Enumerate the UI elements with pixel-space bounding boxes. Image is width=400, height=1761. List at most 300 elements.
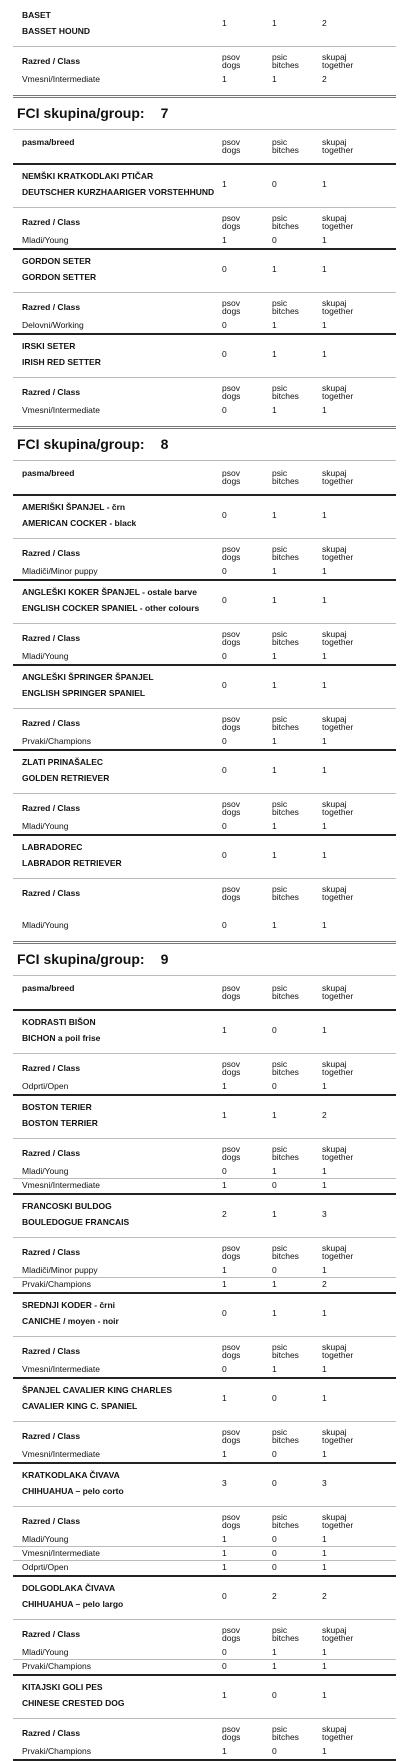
col-bitches-en: bitches bbox=[272, 637, 299, 647]
col-bitches-en: bitches bbox=[272, 1732, 299, 1742]
col-bitches-en: bitches bbox=[272, 892, 299, 902]
col-dogs-en: dogs bbox=[222, 1435, 241, 1445]
breed-name-en: BASSET HOUND bbox=[22, 26, 91, 36]
breed-together-count: 1 bbox=[322, 1308, 327, 1318]
class-together-count: 1 bbox=[322, 821, 327, 831]
breed-bitches-count: 0 bbox=[272, 1690, 277, 1700]
col-dogs-en: dogs bbox=[222, 391, 241, 401]
breed-name-en: LABRADOR RETRIEVER bbox=[22, 858, 122, 868]
class-column-label: Razred / Class bbox=[22, 548, 81, 558]
breed-row bbox=[0, 749, 400, 793]
col-bitches-sl: psic bbox=[272, 468, 288, 478]
breed-name-en: CHINESE CRESTED DOG bbox=[22, 1698, 125, 1708]
breed-name-en: AMERICAN COCKER - black bbox=[22, 518, 137, 528]
group-title bbox=[17, 951, 168, 967]
col-bitches-sl: psic bbox=[272, 213, 288, 223]
breed-row bbox=[0, 834, 400, 878]
col-bitches-en: bitches bbox=[272, 476, 299, 486]
class-header bbox=[0, 46, 400, 72]
class-bitches-count: 0 bbox=[272, 235, 277, 245]
breed-row bbox=[0, 664, 400, 708]
class-bitches-count: 0 bbox=[272, 1562, 277, 1572]
class-name: Vmesni/Intermediate bbox=[22, 1180, 100, 1190]
class-bitches-count: 1 bbox=[272, 821, 277, 831]
col-together-en: together bbox=[322, 1152, 354, 1162]
col-bitches-en: bitches bbox=[272, 1251, 299, 1261]
class-bitches-count: 0 bbox=[272, 1548, 277, 1558]
col-dogs-sl: psov bbox=[222, 714, 240, 724]
breed-together-count: 2 bbox=[322, 18, 327, 28]
class-dogs-count: 0 bbox=[222, 651, 227, 661]
breed-together-count: 3 bbox=[322, 1478, 327, 1488]
class-dogs-count: 1 bbox=[222, 74, 227, 84]
breed-row bbox=[0, 1674, 400, 1718]
breed-name-sl: SREDNJI KODER - črni bbox=[22, 1300, 116, 1310]
col-dogs-en: dogs bbox=[222, 637, 241, 647]
class-together-count: 1 bbox=[322, 1661, 327, 1671]
col-bitches-sl: psic bbox=[272, 1427, 288, 1437]
class-bitches-count: 0 bbox=[272, 1534, 277, 1544]
class-row bbox=[0, 72, 400, 86]
col-together-sl: skupaj bbox=[322, 629, 347, 639]
col-together-en: together bbox=[322, 1251, 354, 1261]
col-together-en: together bbox=[322, 60, 354, 70]
col-bitches-en: bitches bbox=[272, 807, 299, 817]
breed-column-label: pasma/breed bbox=[22, 983, 75, 993]
breed-dogs-count: 1 bbox=[222, 1110, 227, 1120]
col-dogs-sl: psov bbox=[222, 52, 240, 62]
class-row bbox=[0, 1079, 400, 1093]
breed-name-sl: ZLATI PRINAŠALEC bbox=[22, 757, 104, 767]
col-bitches-en: bitches bbox=[272, 145, 299, 155]
col-together-en: together bbox=[322, 892, 354, 902]
breed-name-sl: AMERIŠKI ŠPANJEL - črn bbox=[22, 502, 126, 512]
col-bitches-sl: psic bbox=[272, 799, 288, 809]
breed-row bbox=[0, 1094, 400, 1138]
breed-dogs-count: 0 bbox=[222, 595, 227, 605]
group-number: 9 bbox=[160, 951, 169, 967]
col-bitches-sl: psic bbox=[272, 52, 288, 62]
breed-name-sl: BASET bbox=[22, 10, 51, 20]
breed-bitches-count: 1 bbox=[272, 264, 277, 274]
class-name: Mladi/Young bbox=[22, 1166, 69, 1176]
col-dogs-en: dogs bbox=[222, 221, 241, 231]
col-bitches-sl: psic bbox=[272, 137, 288, 147]
breed-row bbox=[0, 579, 400, 623]
breed-name-en: CHIHUAHUA – pelo largo bbox=[22, 1599, 124, 1609]
class-bitches-count: 1 bbox=[272, 1364, 277, 1374]
breed-name-sl: IRSKI SETER bbox=[22, 341, 76, 351]
col-together-sl: skupaj bbox=[322, 213, 347, 223]
col-dogs-en: dogs bbox=[222, 1152, 241, 1162]
class-name: Mladi/Young bbox=[22, 235, 69, 245]
class-row bbox=[0, 1362, 400, 1376]
col-together-sl: skupaj bbox=[322, 1144, 347, 1154]
col-together-en: together bbox=[322, 1350, 354, 1360]
col-bitches-en: bitches bbox=[272, 1067, 299, 1077]
col-bitches-sl: psic bbox=[272, 1724, 288, 1734]
class-name: Vmesni/Intermediate bbox=[22, 405, 100, 415]
class-row bbox=[0, 918, 400, 932]
breed-dogs-count: 1 bbox=[222, 1025, 227, 1035]
class-column-label: Razred / Class bbox=[22, 718, 81, 728]
class-bitches-count: 0 bbox=[272, 1746, 277, 1756]
col-together-sl: skupaj bbox=[322, 1059, 347, 1069]
breed-dogs-count: 1 bbox=[222, 179, 227, 189]
col-bitches-en: bitches bbox=[272, 221, 299, 231]
col-together-sl: skupaj bbox=[322, 983, 347, 993]
class-column-label: Razred / Class bbox=[22, 1346, 81, 1356]
class-bitches-count: 0 bbox=[272, 1449, 277, 1459]
class-name: Mladi/Young bbox=[22, 821, 69, 831]
col-dogs-en: dogs bbox=[222, 1251, 241, 1261]
col-bitches-en: bitches bbox=[272, 306, 299, 316]
col-together-sl: skupaj bbox=[322, 1625, 347, 1635]
col-bitches-en: bitches bbox=[272, 722, 299, 732]
separator-line bbox=[13, 426, 396, 429]
class-header bbox=[0, 207, 400, 233]
breed-column-label: pasma/breed bbox=[22, 468, 75, 478]
breed-together-count: 1 bbox=[322, 765, 327, 775]
class-together-count: 2 bbox=[322, 1279, 327, 1289]
breed-row bbox=[0, 494, 400, 538]
col-bitches-en: bitches bbox=[272, 1152, 299, 1162]
col-dogs-sl: psov bbox=[222, 1144, 240, 1154]
class-together-count: 1 bbox=[322, 1548, 327, 1558]
class-column-label: Razred / Class bbox=[22, 803, 81, 813]
class-header bbox=[0, 1053, 400, 1079]
breed-bitches-count: 1 bbox=[272, 349, 277, 359]
breed-bitches-count: 0 bbox=[272, 1478, 277, 1488]
breed-bitches-count: 1 bbox=[272, 510, 277, 520]
class-name: Vmesni/Intermediate bbox=[22, 74, 100, 84]
col-dogs-en: dogs bbox=[222, 722, 241, 732]
col-together-en: together bbox=[322, 552, 354, 562]
breed-name-sl: NEMŠKI KRATKODLAKI PTIČAR bbox=[22, 171, 154, 181]
class-bitches-count: 0 bbox=[272, 1180, 277, 1190]
class-name: Mladi/Young bbox=[22, 1647, 69, 1657]
class-dogs-count: 1 bbox=[222, 1180, 227, 1190]
col-together-sl: skupaj bbox=[322, 137, 347, 147]
col-dogs-en: dogs bbox=[222, 807, 241, 817]
col-bitches-en: bitches bbox=[272, 991, 299, 1001]
class-header bbox=[0, 292, 400, 318]
breed-together-count: 1 bbox=[322, 179, 327, 189]
breed-dogs-count: 2 bbox=[222, 1209, 227, 1219]
breed-column-header bbox=[0, 129, 400, 163]
col-dogs-en: dogs bbox=[222, 145, 241, 155]
class-header bbox=[0, 878, 400, 918]
class-column-label: Razred / Class bbox=[22, 888, 81, 898]
class-together-count: 1 bbox=[322, 1180, 327, 1190]
class-header bbox=[0, 793, 400, 819]
breed-together-count: 3 bbox=[322, 1209, 327, 1219]
class-together-count: 1 bbox=[322, 1534, 327, 1544]
col-together-sl: skupaj bbox=[322, 1724, 347, 1734]
col-dogs-en: dogs bbox=[222, 60, 241, 70]
class-bitches-count: 1 bbox=[272, 920, 277, 930]
col-dogs-sl: psov bbox=[222, 544, 240, 554]
class-row bbox=[0, 1560, 400, 1574]
class-name: Delovni/Working bbox=[22, 320, 84, 330]
col-together-en: together bbox=[322, 1732, 354, 1742]
col-together-sl: skupaj bbox=[322, 1243, 347, 1253]
col-together-en: together bbox=[322, 145, 354, 155]
breed-bitches-count: 1 bbox=[272, 1308, 277, 1318]
col-together-en: together bbox=[322, 1067, 354, 1077]
col-dogs-sl: psov bbox=[222, 468, 240, 478]
col-dogs-sl: psov bbox=[222, 383, 240, 393]
class-together-count: 1 bbox=[322, 1081, 327, 1091]
col-together-sl: skupaj bbox=[322, 1427, 347, 1437]
group-title-label: FCI skupina/group: bbox=[17, 436, 145, 452]
col-bitches-en: bitches bbox=[272, 552, 299, 562]
class-bitches-count: 0 bbox=[272, 1081, 277, 1091]
col-together-en: together bbox=[322, 1520, 354, 1530]
class-row bbox=[0, 1447, 400, 1461]
col-bitches-sl: psic bbox=[272, 983, 288, 993]
class-column-label: Razred / Class bbox=[22, 302, 81, 312]
breed-name-sl: FRANCOSKI BULDOG bbox=[22, 1201, 112, 1211]
group-header bbox=[0, 434, 400, 456]
col-dogs-en: dogs bbox=[222, 1520, 241, 1530]
col-together-en: together bbox=[322, 637, 354, 647]
class-bitches-count: 1 bbox=[272, 74, 277, 84]
class-row bbox=[0, 318, 400, 332]
class-header bbox=[0, 708, 400, 734]
class-together-count: 1 bbox=[322, 1449, 327, 1459]
separator-line bbox=[13, 95, 396, 98]
col-dogs-en: dogs bbox=[222, 1067, 241, 1077]
class-dogs-count: 1 bbox=[222, 1746, 227, 1756]
class-together-count: 1 bbox=[322, 1364, 327, 1374]
class-name: Mladiči/Minor puppy bbox=[22, 1265, 98, 1275]
class-dogs-count: 1 bbox=[222, 1449, 227, 1459]
col-together-en: together bbox=[322, 1633, 354, 1643]
breed-together-count: 1 bbox=[322, 510, 327, 520]
col-together-en: together bbox=[322, 391, 354, 401]
col-dogs-en: dogs bbox=[222, 1633, 241, 1643]
breed-name-en: CHIHUAHUA – pelo corto bbox=[22, 1486, 124, 1496]
breed-name-en: BOSTON TERRIER bbox=[22, 1118, 98, 1128]
breed-together-count: 1 bbox=[322, 595, 327, 605]
breed-row bbox=[0, 248, 400, 292]
class-dogs-count: 1 bbox=[222, 1534, 227, 1544]
class-header bbox=[0, 1718, 400, 1744]
col-together-en: together bbox=[322, 807, 354, 817]
class-dogs-count: 1 bbox=[222, 235, 227, 245]
class-together-count: 1 bbox=[322, 1746, 327, 1756]
breed-together-count: 1 bbox=[322, 1690, 327, 1700]
breed-name-sl: ŠPANJEL CAVALIER KING CHARLES bbox=[22, 1385, 173, 1395]
breed-row bbox=[0, 1462, 400, 1506]
class-bitches-count: 1 bbox=[272, 1279, 277, 1289]
class-row bbox=[0, 233, 400, 247]
breed-row bbox=[0, 333, 400, 377]
breed-bitches-count: 1 bbox=[272, 1110, 277, 1120]
breed-row bbox=[0, 1575, 400, 1619]
class-name: Prvaki/Champions bbox=[22, 1746, 91, 1756]
col-dogs-sl: psov bbox=[222, 1059, 240, 1069]
class-name: Vmesni/Intermediate bbox=[22, 1548, 100, 1558]
breed-together-count: 2 bbox=[322, 1591, 327, 1601]
col-dogs-sl: psov bbox=[222, 1625, 240, 1635]
breed-name-sl: KRATKODLAKA ČIVAVA bbox=[22, 1470, 120, 1480]
breed-bitches-count: 0 bbox=[272, 1025, 277, 1035]
breed-bitches-count: 0 bbox=[272, 179, 277, 189]
class-together-count: 1 bbox=[322, 1647, 327, 1657]
breed-name-sl: ANGLEŠKI KOKER ŠPANJEL - ostale barve bbox=[22, 587, 197, 597]
class-together-count: 1 bbox=[322, 320, 327, 330]
class-name: Odprti/Open bbox=[22, 1562, 69, 1572]
group-header bbox=[0, 103, 400, 125]
col-together-en: together bbox=[322, 991, 354, 1001]
class-dogs-count: 1 bbox=[222, 1081, 227, 1091]
breed-dogs-count: 0 bbox=[222, 850, 227, 860]
class-header bbox=[0, 1336, 400, 1362]
class-name: Mladiči/Minor puppy bbox=[22, 566, 98, 576]
class-bitches-count: 0 bbox=[272, 1265, 277, 1275]
breed-name-sl: GORDON SETER bbox=[22, 256, 91, 266]
col-bitches-sl: psic bbox=[272, 714, 288, 724]
breed-name-sl: BOSTON TERIER bbox=[22, 1102, 92, 1112]
col-together-sl: skupaj bbox=[322, 298, 347, 308]
class-name: Mladi/Young bbox=[22, 920, 69, 930]
class-column-label: Razred / Class bbox=[22, 1247, 81, 1257]
breed-dogs-count: 0 bbox=[222, 680, 227, 690]
breed-name-sl: ANGLEŠKI ŠPRINGER ŠPANJEL bbox=[22, 672, 154, 682]
breed-name-en: ENGLISH SPRINGER SPANIEL bbox=[22, 688, 146, 698]
class-row bbox=[0, 734, 400, 748]
breed-row bbox=[0, 163, 400, 207]
col-dogs-en: dogs bbox=[222, 991, 241, 1001]
class-name: Prvaki/Champions bbox=[22, 1279, 91, 1289]
class-together-count: 1 bbox=[322, 235, 327, 245]
class-bitches-count: 1 bbox=[272, 1661, 277, 1671]
col-dogs-sl: psov bbox=[222, 983, 240, 993]
col-bitches-sl: psic bbox=[272, 1342, 288, 1352]
breed-name-en: ENGLISH COCKER SPANIEL - other colours bbox=[22, 603, 200, 613]
class-dogs-count: 0 bbox=[222, 1364, 227, 1374]
col-dogs-en: dogs bbox=[222, 306, 241, 316]
breed-dogs-count: 0 bbox=[222, 765, 227, 775]
group-number: 8 bbox=[160, 436, 169, 452]
class-together-count: 1 bbox=[322, 405, 327, 415]
col-together-en: together bbox=[322, 722, 354, 732]
class-name: Mladi/Young bbox=[22, 1534, 69, 1544]
class-column-label: Razred / Class bbox=[22, 633, 81, 643]
breed-together-count: 1 bbox=[322, 349, 327, 359]
group-title-label: FCI skupina/group: bbox=[17, 105, 145, 121]
class-row bbox=[0, 403, 400, 417]
col-together-sl: skupaj bbox=[322, 799, 347, 809]
class-column-label: Razred / Class bbox=[22, 1629, 81, 1639]
breed-dogs-count: 0 bbox=[222, 264, 227, 274]
class-bitches-count: 1 bbox=[272, 405, 277, 415]
class-together-count: 1 bbox=[322, 651, 327, 661]
col-dogs-en: dogs bbox=[222, 476, 241, 486]
breed-together-count: 2 bbox=[322, 1110, 327, 1120]
col-together-sl: skupaj bbox=[322, 1342, 347, 1352]
breed-column-header bbox=[0, 975, 400, 1009]
class-column-label: Razred / Class bbox=[22, 1431, 81, 1441]
col-bitches-sl: psic bbox=[272, 544, 288, 554]
class-dogs-count: 1 bbox=[222, 1279, 227, 1289]
class-dogs-count: 0 bbox=[222, 821, 227, 831]
class-column-label: Razred / Class bbox=[22, 1728, 81, 1738]
col-bitches-sl: psic bbox=[272, 298, 288, 308]
col-together-en: together bbox=[322, 1435, 354, 1445]
class-header bbox=[0, 1619, 400, 1645]
class-header bbox=[0, 1421, 400, 1447]
breed-name-en: GORDON SETTER bbox=[22, 272, 97, 282]
col-together-sl: skupaj bbox=[322, 383, 347, 393]
col-bitches-sl: psic bbox=[272, 1243, 288, 1253]
col-together-en: together bbox=[322, 306, 354, 316]
class-name: Vmesni/Intermediate bbox=[22, 1449, 100, 1459]
col-together-sl: skupaj bbox=[322, 544, 347, 554]
class-row bbox=[0, 1659, 400, 1673]
class-row bbox=[0, 1645, 400, 1659]
class-column-label: Razred / Class bbox=[22, 56, 81, 66]
class-column-label: Razred / Class bbox=[22, 1516, 81, 1526]
breed-bitches-count: 1 bbox=[272, 595, 277, 605]
class-bitches-count: 1 bbox=[272, 566, 277, 576]
breed-bitches-count: 1 bbox=[272, 18, 277, 28]
breed-row bbox=[0, 1377, 400, 1421]
breed-dogs-count: 0 bbox=[222, 1308, 227, 1318]
breed-name-sl: DOLGODLAKA ČIVAVA bbox=[22, 1583, 116, 1593]
class-name: Vmesni/Intermediate bbox=[22, 1364, 100, 1374]
breed-bitches-count: 1 bbox=[272, 1209, 277, 1219]
breed-together-count: 1 bbox=[322, 680, 327, 690]
class-dogs-count: 1 bbox=[222, 1548, 227, 1558]
col-dogs-sl: psov bbox=[222, 137, 240, 147]
class-row bbox=[0, 1277, 400, 1291]
class-name: Odprti/Open bbox=[22, 1081, 69, 1091]
col-dogs-sl: psov bbox=[222, 1342, 240, 1352]
class-row bbox=[0, 1546, 400, 1560]
class-together-count: 1 bbox=[322, 1265, 327, 1275]
col-bitches-sl: psic bbox=[272, 1625, 288, 1635]
col-bitches-en: bitches bbox=[272, 1435, 299, 1445]
col-together-sl: skupaj bbox=[322, 52, 347, 62]
breed-together-count: 1 bbox=[322, 1393, 327, 1403]
breed-dogs-count: 1 bbox=[222, 18, 227, 28]
col-together-sl: skupaj bbox=[322, 714, 347, 724]
breed-together-count: 1 bbox=[322, 1025, 327, 1035]
class-column-label: Razred / Class bbox=[22, 1063, 81, 1073]
class-row bbox=[0, 1263, 400, 1277]
breed-together-count: 1 bbox=[322, 850, 327, 860]
col-bitches-en: bitches bbox=[272, 60, 299, 70]
breed-name-en: CAVALIER KING C. SPANIEL bbox=[22, 1401, 138, 1411]
class-header bbox=[0, 623, 400, 649]
col-bitches-en: bitches bbox=[272, 1350, 299, 1360]
col-bitches-en: bitches bbox=[272, 1520, 299, 1530]
breed-bitches-count: 2 bbox=[272, 1591, 277, 1601]
breed-dogs-count: 0 bbox=[222, 510, 227, 520]
col-together-sl: skupaj bbox=[322, 884, 347, 894]
class-dogs-count: 0 bbox=[222, 736, 227, 746]
class-row bbox=[0, 1532, 400, 1546]
breed-dogs-count: 0 bbox=[222, 1591, 227, 1601]
breed-name-en: BOULEDOGUE FRANCAIS bbox=[22, 1217, 130, 1227]
col-dogs-en: dogs bbox=[222, 552, 241, 562]
class-column-label: Razred / Class bbox=[22, 387, 81, 397]
breed-name-sl: KODRASTI BIŠON bbox=[22, 1017, 96, 1027]
col-bitches-en: bitches bbox=[272, 391, 299, 401]
